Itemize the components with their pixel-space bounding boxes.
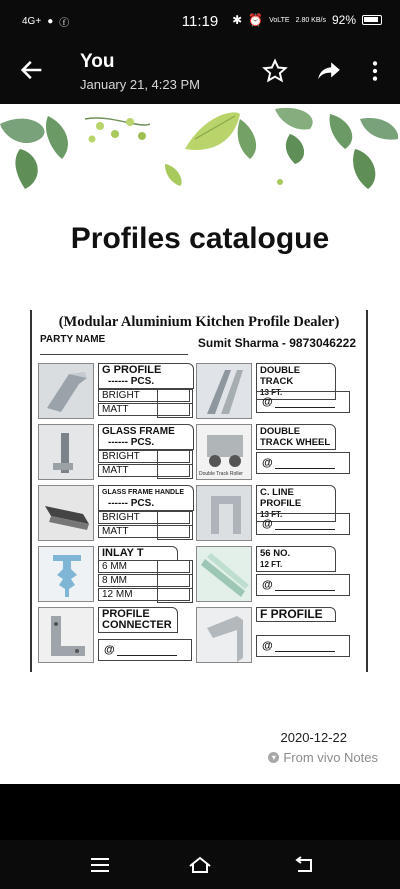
star-icon[interactable] [262,58,288,84]
inlay-t-image [38,546,94,602]
item-g-profile [38,363,196,421]
item-c-line-profile [196,485,354,543]
note-source [268,750,378,765]
wheel-caption: Double Track Roller [199,471,243,477]
battery-percent: 92% [331,13,356,27]
message-timestamp: January 21, 4:23 PM [80,77,200,92]
net-speed: 2.80 KB/s [295,16,326,24]
party-name-label: PARTY NAME [40,334,106,345]
chat-icon: ● [47,16,54,27]
status-bar [0,0,400,42]
note-heading: Profiles catalogue [70,222,330,255]
item-profile-connecter [38,607,196,665]
profile-connecter-image [38,607,94,663]
source-label: From vivo Notes [283,750,378,765]
item-glass-frame-handle [38,485,196,543]
option-row: 8 MM [98,574,190,587]
item-label-box: DOUBLE TRACK 13 FT. [256,363,336,400]
home-icon[interactable] [188,854,212,876]
facebook-icon: ⓕ [59,18,70,29]
back-nav-icon[interactable] [292,854,316,876]
c-line-profile-image [196,485,252,541]
item-label-box: F PROFILE [256,607,336,622]
option-row: BRIGHT [98,511,190,524]
glass-frame-image [38,424,94,480]
option-row: 6 MM [98,560,190,573]
item-double-track [196,363,354,421]
g-profile-image [38,363,94,419]
leaf-decoration [0,104,400,194]
item-label-box: C. LINE PROFILE 13 FT. [256,485,336,522]
catalogue-title: (Modular Aluminium Kitchen Profile Dealer) [58,314,340,330]
more-options-icon[interactable] [362,58,388,84]
catalogue-sheet [30,310,368,672]
56-no-image [196,546,252,602]
glass-frame-handle-image [38,485,94,541]
f-profile-image [196,607,252,663]
at-field: @ [98,639,192,661]
back-arrow-icon[interactable] [18,56,46,84]
item-label-box: DOUBLE TRACK WHEEL [256,424,336,450]
item-label-box: G PROFILE ------ PCS. [98,363,194,389]
double-track-image [196,363,252,419]
at-field: @ [256,391,350,413]
system-nav-bar [0,840,400,889]
lte-indicator: VoLTE [269,16,290,24]
option-row: 12 MM [98,588,190,601]
menu-icon[interactable] [88,854,112,876]
item-inlay-t [38,546,196,604]
option-row: MATT [98,464,190,477]
note-date: 2020-12-22 [280,730,347,745]
at-field: @ [256,574,350,596]
item-label-box: PROFILE CONNECTER [98,607,178,633]
double-track-wheel-image [196,424,252,480]
item-label-box: 56 NO. 12 FT. [256,546,336,572]
option-row: MATT [98,525,190,538]
forward-icon[interactable] [316,58,342,84]
vivo-notes-icon: ▾ [268,752,279,763]
at-field: @ [256,635,350,657]
bluetooth-icon: ✱ [232,13,243,27]
item-label-box: GLASS FRAME ------ PCS. [98,424,194,450]
at-field: @ [256,513,350,535]
network-indicator: 4G+ [22,16,42,27]
item-56-no [196,546,354,604]
option-row: BRIGHT [98,389,190,402]
app-bar [0,42,400,104]
battery-icon [362,15,382,25]
option-row: BRIGHT [98,450,190,463]
dealer-contact: Sumit Sharma - 9873046222 [197,336,356,350]
at-field: @ [256,452,350,474]
status-right [232,13,382,27]
item-f-profile [196,607,354,665]
option-row: MATT [98,403,190,416]
item-double-track-wheel [196,424,354,482]
item-label-box: GLASS FRAME HANDLE ------ PCS. [98,485,194,511]
sender-name: You [80,51,115,72]
party-name-line [40,354,188,355]
item-label-box: INLAY T [98,546,178,561]
alarm-icon: ⏰ [248,13,264,27]
item-glass-frame [38,424,196,482]
status-time: 11:19 [181,13,219,30]
note-image[interactable] [0,104,400,784]
